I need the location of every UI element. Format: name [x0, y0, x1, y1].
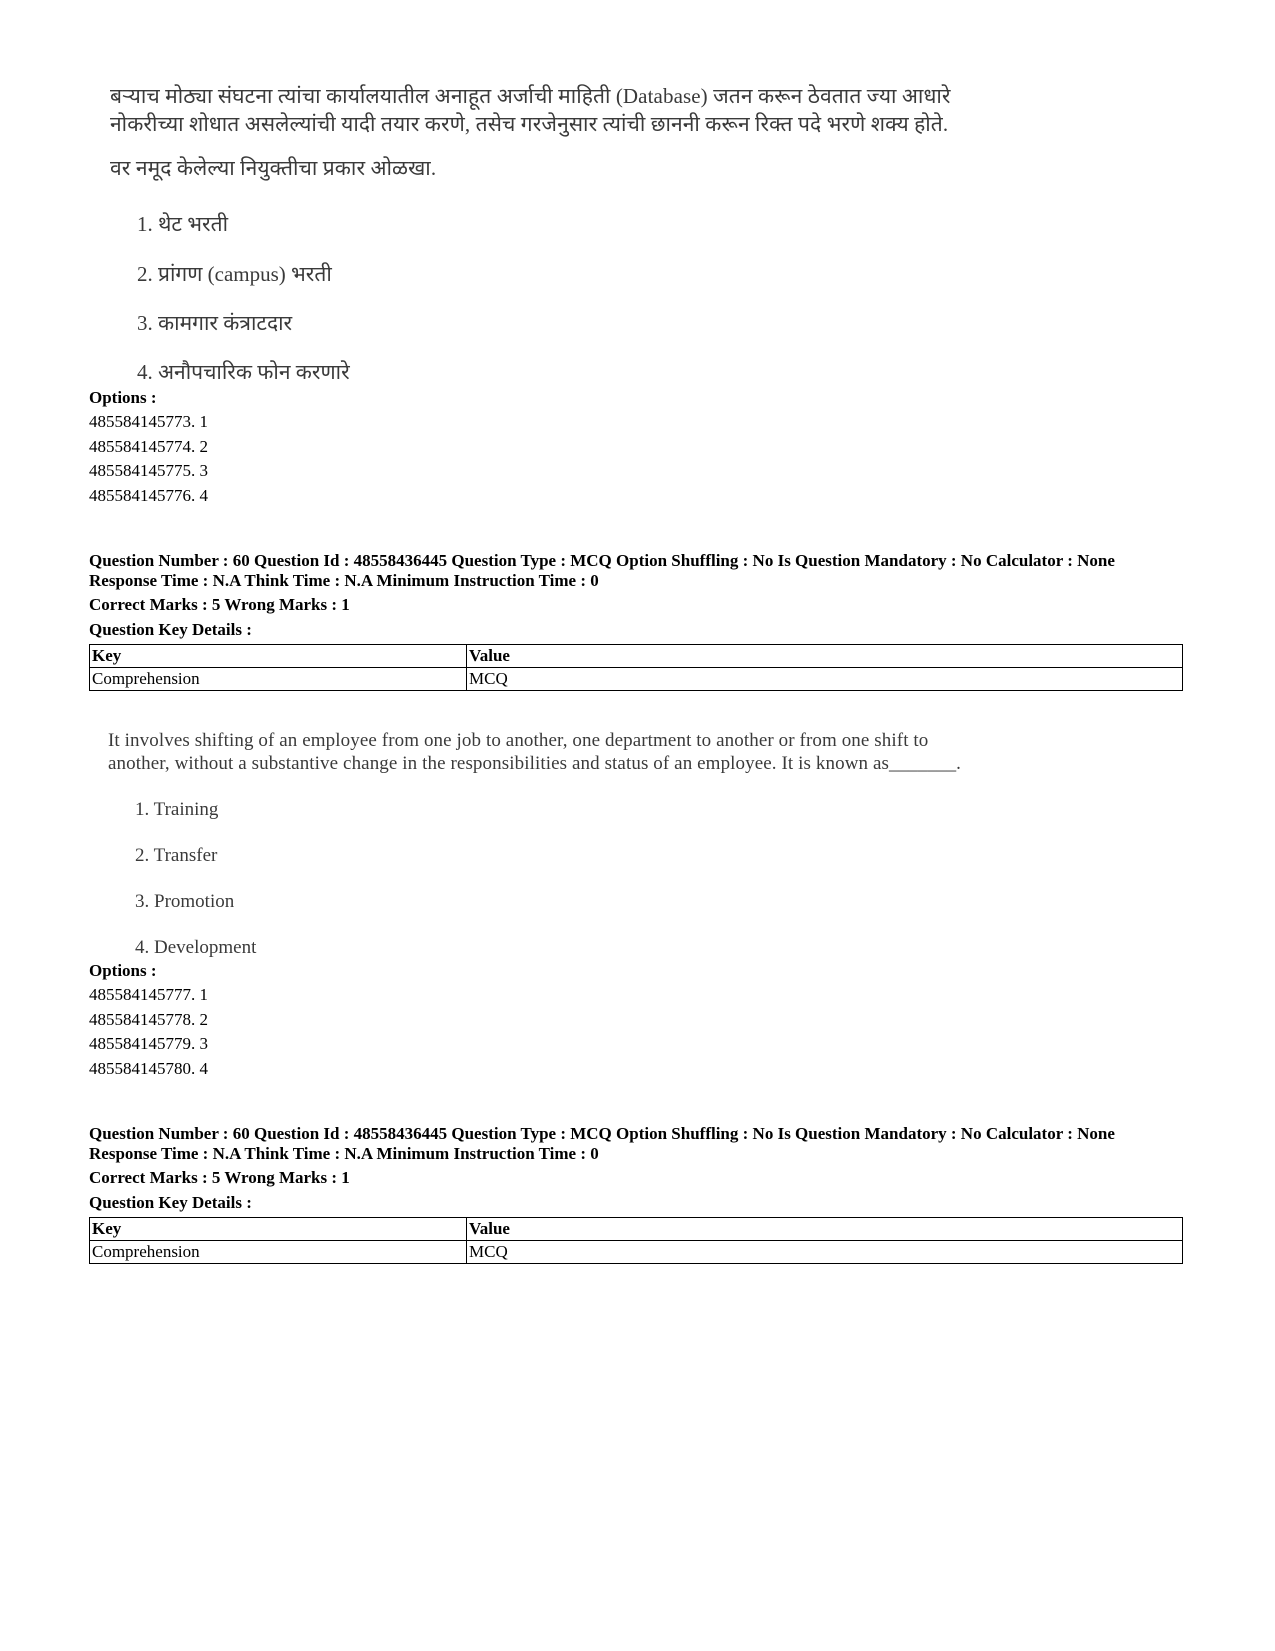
question-stem-line-2: another, without a substantive change in the responsibilities and status of an employee. It is known as_______.	[108, 753, 962, 774]
option-id-list	[89, 983, 208, 1081]
options-label: Options :	[89, 388, 157, 407]
question-meta-line-2: Response Time : N.A Think Time : N.A Minimum Instruction Time : 0	[89, 571, 599, 590]
table-row	[90, 668, 1183, 691]
option-id-1: 485584145773. 1	[89, 412, 208, 431]
table-header-key: Key	[90, 645, 467, 668]
table-header-row	[90, 645, 1183, 668]
question-meta-line-2: Response Time : N.A Think Time : N.A Minimum Instruction Time : 0	[89, 1144, 599, 1163]
question-stem	[108, 729, 1008, 775]
question-stem	[110, 82, 951, 138]
question-marks: Correct Marks : 5 Wrong Marks : 1	[89, 595, 350, 614]
table-row	[90, 1241, 1183, 1264]
option-id-4: 485584145776. 4	[89, 485, 208, 505]
question-meta-line-1: Question Number : 60 Question Id : 48558436445 Question Type : MCQ Option Shuffling : No Is Question Mandatory : No Calculator : None	[89, 551, 1115, 570]
table-cell-key: Comprehension	[90, 668, 467, 691]
table-header-value: Value	[467, 645, 1183, 668]
option-id-2: 485584145778. 2	[89, 1009, 208, 1029]
question-stem-line-1: It involves shifting of an employee from one job to another, one department to another or from one shift to	[108, 730, 929, 751]
choice-4: 4. Development	[135, 937, 257, 958]
question-stem-line-1: बऱ्याच मोठ्या संघटना त्यांचा कार्यालयातील अनाहूत अर्जाची माहिती (Database) जतन करून ठेवतात ज्या आधारे	[110, 84, 951, 108]
question-stem-line-2: नोकरीच्या शोधात असलेल्यांची यादी तयार करणे, तसेच गरजेनुसार त्यांची छाननी करून रिक्त पदे भरणे शक्य होते.	[110, 112, 949, 136]
option-id-1: 485584145777. 1	[89, 985, 208, 1004]
question-marks: Correct Marks : 5 Wrong Marks : 1	[89, 1168, 350, 1187]
table-header-row	[90, 1218, 1183, 1241]
question-prompt: वर नमूद केलेल्या नियुक्तीचा प्रकार ओळखा.	[110, 156, 437, 180]
question-key-details-label: Question Key Details :	[89, 620, 252, 639]
question-key-table	[89, 1217, 1183, 1264]
table-header-value: Value	[467, 1218, 1183, 1241]
option-id-3: 485584145779. 3	[89, 1034, 208, 1054]
choice-1: 1. थेट भरती	[137, 212, 229, 236]
choice-3: 3. Promotion	[135, 891, 235, 912]
question-meta-line-1: Question Number : 60 Question Id : 48558436445 Question Type : MCQ Option Shuffling : No Is Question Mandatory : No Calculator : None	[89, 1124, 1115, 1143]
options-label: Options :	[89, 961, 157, 980]
choice-4: 4. अनौपचारिक फोन करणारे	[137, 360, 350, 384]
choice-2: 2. Transfer	[135, 845, 218, 866]
option-id-4: 485584145780. 4	[89, 1058, 208, 1078]
choice-2: 2. प्रांगण (campus) भरती	[137, 262, 332, 286]
option-id-2: 485584145774. 2	[89, 436, 208, 456]
table-cell-key: Comprehension	[90, 1241, 467, 1264]
option-id-list	[89, 410, 208, 508]
choice-1: 1. Training	[135, 799, 219, 820]
choice-3: 3. कामगार कंत्राटदार	[137, 311, 293, 335]
option-id-3: 485584145775. 3	[89, 461, 208, 481]
table-cell-value: MCQ	[467, 1241, 1183, 1264]
question-key-details-label: Question Key Details :	[89, 1193, 252, 1212]
table-header-key: Key	[90, 1218, 467, 1241]
table-cell-value: MCQ	[467, 668, 1183, 691]
question-key-table	[89, 644, 1183, 691]
